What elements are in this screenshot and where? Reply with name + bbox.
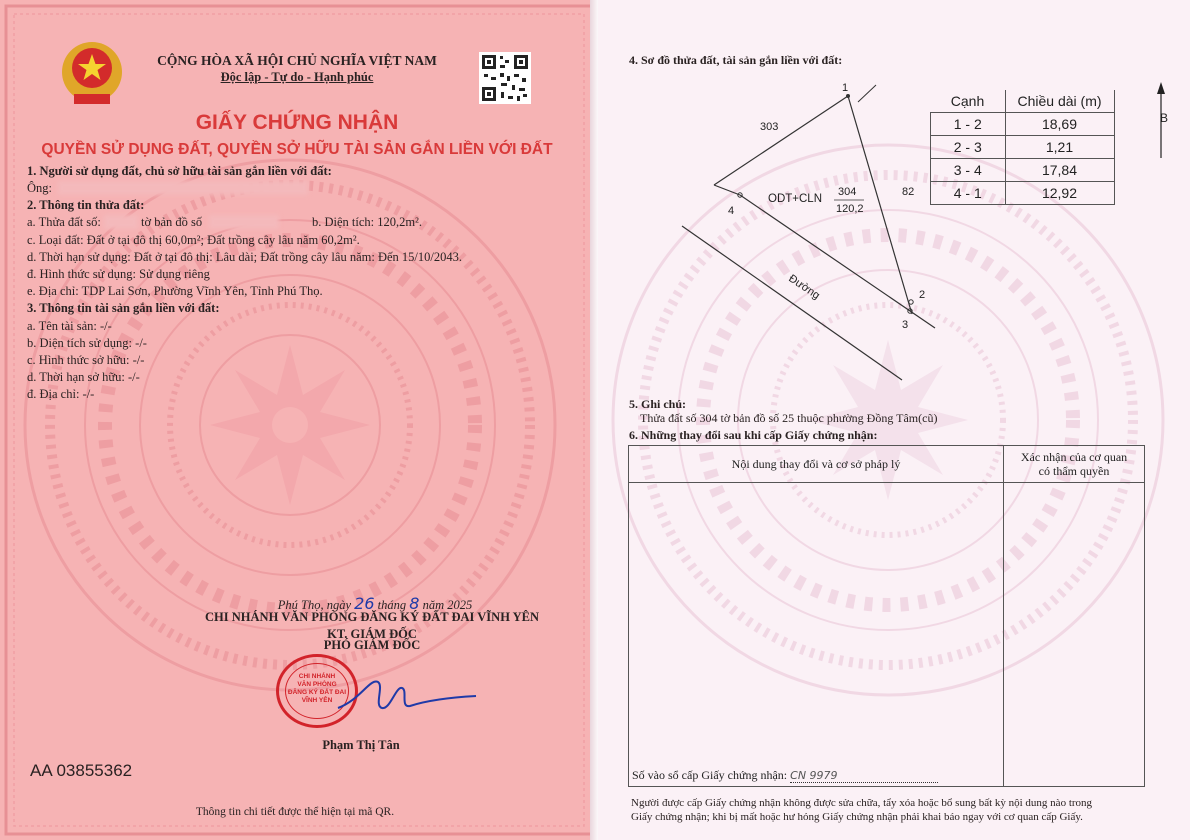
section-1-heading: 1. Người sử dụng đất, chủ sở hữu tài sản gắn liền với đất: [27,164,332,178]
neighbor-east: 82 [902,186,915,198]
note-text: Thửa đất số 304 tờ bản đồ số 25 thuộc phường Đồng Tâm(cũ) [640,411,938,425]
north-label: B [1160,111,1169,125]
table-row [931,136,1115,159]
point-label: 4 [728,205,735,217]
table-header-row [629,446,1145,483]
edge-cell: 1 - 2 [931,113,1006,136]
redacted-map-sheet [209,215,279,229]
owner-label: Ông: [27,181,52,195]
serial-number: AA 03855362 [30,761,133,780]
seal-line: ĐĂNG KÝ ĐẤT ĐAI [287,689,347,696]
changes-content-cell [629,483,1004,787]
duration-text: d. Thời hạn sử dụng: Đất ở tại đô thị: Lâu dài; Đất trồng cây lâu năm: Đến 15/10/2043. [27,250,462,264]
length-cell: 17,84 [1005,159,1114,182]
footer-warning-line-1: Người được cấp Giấy chứng nhận không được sửa chữa, tẩy xóa hoặc bổ sung bất kỳ nội dung nào trong [631,797,1093,809]
redacted-owner-name [58,181,308,195]
parcel-number: 304 [838,186,857,198]
date-day: 26 [354,594,375,613]
asset-term-text: d. Thời hạn sở hữu: -/- [27,370,140,384]
edge-length-table [930,90,1115,205]
seal-line: VĂN PHÒNG [297,681,337,688]
date-year: năm 2025 [422,598,473,612]
national-emblem-icon [57,38,127,110]
qr-note: Thông tin chi tiết được thể hiện tại mã QR. [195,806,395,818]
table-row [931,159,1115,182]
section-2-heading: 2. Thông tin thửa đất: [27,198,145,212]
section-4-heading: 4. Sơ đồ thửa đất, tài sản gắn liền với đất: [629,53,843,67]
point-label: 3 [902,319,909,331]
length-cell: 18,69 [1005,113,1114,136]
point-label: 1 [842,82,849,94]
length-cell: 12,92 [1005,182,1114,205]
registry-label: Số vào sổ cấp Giấy chứng nhận: [632,768,788,782]
certificate-subtitle: QUYỀN SỬ DỤNG ĐẤT, QUYỀN SỞ HỮU TÀI SẢN GẮN LIỀN VỚI ĐẤT [41,141,553,158]
asset-name-text: a. Tên tài sản: -/- [27,319,112,333]
parcel-diagram [680,78,940,388]
certificate-title: GIẤY CHỨNG NHẬN [195,111,399,134]
edge-cell: 4 - 1 [931,182,1006,205]
column-header: Chiều dài (m) [1005,90,1114,113]
registry-line [632,768,938,783]
signature-icon [330,672,480,722]
asset-address-text: đ. Địa chỉ: -/- [27,387,95,401]
column-header: Cạnh [931,90,1006,113]
parcel-number-label: a. Thửa đất số: [27,215,101,229]
column-header-line: có thẩm quyền [1038,464,1110,478]
footer-warning-line-2: Giấy chứng nhận; khi bị mất hoặc hư hỏng Giấy chứng nhận phải khai báo ngay với cơ quan cấp Giấy. [631,811,1083,823]
address-text: e. Địa chỉ: TDP Lai Sơn, Phường Vĩnh Yên, Tỉnh Phú Thọ. [27,284,323,298]
section-5-heading: 5. Ghi chú: [629,397,687,411]
edge-cell: 3 - 4 [931,159,1006,182]
area-text: b. Diện tích: 120,2m². [312,215,422,229]
neighbor-west: 303 [760,121,779,133]
table-row [931,113,1115,136]
confirmation-cell [1004,483,1145,787]
north-arrow-icon [1153,80,1173,160]
road-label: Đường [786,272,822,302]
asset-form-text: c. Hình thức sở hữu: -/- [27,353,145,367]
section-3-heading: 3. Thông tin tài sản gắn liền với đất: [27,301,220,315]
parcel-use: ODT+CLN [768,193,822,205]
usage-form-text: đ. Hình thức sử dụng: Sử dụng riêng [27,267,210,281]
section-6-heading: 6. Những thay đổi sau khi cấp Giấy chứng nhận: [629,428,878,442]
edge-cell: 2 - 3 [931,136,1006,159]
republic-title: CỘNG HÒA XÃ HỘI CHỦ NGHĨA VIỆT NAM [157,53,437,68]
date-month: 8 [409,594,420,613]
seal-line: CHI NHÁNH [298,673,336,680]
column-header-line: Xác nhận của cơ quan [1020,450,1128,464]
map-sheet-label: tờ bản đồ số [141,215,203,229]
table-row [629,483,1145,787]
land-type-text: c. Loại đất: Đất ở tại đô thị 60,0m²; Đất trồng cây lâu năm 60,2m². [27,233,360,247]
qr-code-icon [479,52,531,104]
director-line: KT. GIÁM ĐỐC [327,627,417,641]
column-header [1004,446,1145,483]
column-header: Nội dung thay đổi và cơ sở pháp lý [629,446,1004,483]
asset-area-text: b. Diện tích sử dụng: -/- [27,336,147,350]
signer-name: Phạm Thị Tân [322,738,400,752]
length-cell: 1,21 [1005,136,1114,159]
registry-value: CN 9979 [790,769,938,783]
point-label: 2 [919,289,926,301]
table-row [931,182,1115,205]
parcel-area: 120,2 [836,203,864,215]
table-header-row [931,90,1115,113]
date-prefix: Phú Thọ, ngày [277,598,352,612]
vice-director-line: PHÓ GIÁM ĐỐC [323,638,421,652]
seal-line: VĨNH YÊN [301,697,333,704]
changes-table [628,445,1145,787]
date-month-label: tháng [377,598,407,612]
motto: Độc lập - Tự do - Hạnh phúc [220,70,374,84]
redacted-parcel-number [104,215,138,229]
issuing-office: CHI NHÁNH VĂN PHÒNG ĐĂNG KÝ ĐẤT ĐAI VĨNH YÊN [205,610,539,624]
